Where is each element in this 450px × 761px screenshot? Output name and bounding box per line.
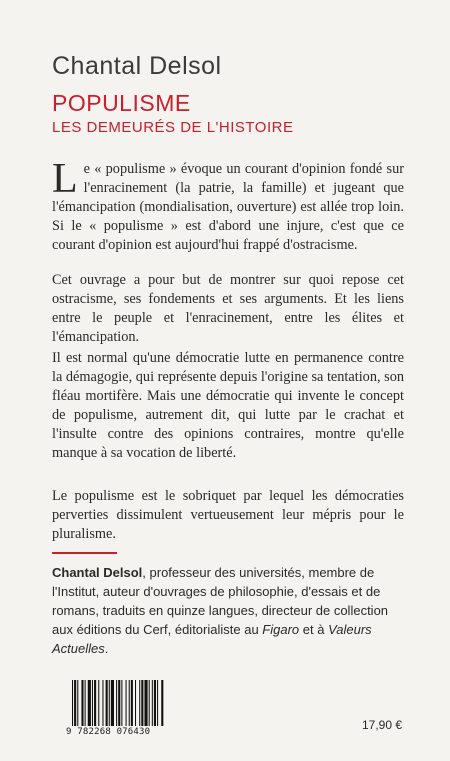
paragraph-text: e « populisme » évoque un courant d'opinion fondé sur l'enracinement (la patrie, la famille) et jugeant que l'émancipation (mondialisation, ouverture) est allée trop loin. Si le « populisme » est d'abord une injure, c'est que ce courant d'opinion est aujourd'hui frappé d'ostracisme. bbox=[52, 161, 404, 253]
blurb-paragraph-4: Le populisme est le sobriquet par lequel les démocraties perverties dissimulent vertueusement leur mépris pour le pluralisme. bbox=[52, 488, 404, 542]
bio-text-2: et à bbox=[299, 622, 329, 637]
bio-valeurs: Valeurs Actuelles bbox=[52, 622, 372, 656]
blurb-paragraph-1 bbox=[52, 156, 404, 255]
isbn-number: 9 782268 076430 bbox=[66, 727, 151, 737]
blurb-paragraph-3: Il est normal qu'une démocratie lutte en permanence contre la démagogie, qui représente depuis l'origine sa tentation, son fléau mortifère. Mais une démocratie qui invente le concept de populisme, autrement dit, qui lutte par le crachat et l'insulte contre des opinions contraires, montre qu'elle manque à sa vocation de liberté. bbox=[52, 350, 404, 461]
author-bio bbox=[52, 563, 404, 658]
bio-author-name: Chantal Delsol bbox=[52, 565, 143, 580]
bio-text-1: , professeur des universités, membre de l'Institut, auteur d'ouvrages de philosophie, d'essais et de romans, traduits en quinze langues, directeur de collection aux éditions du Cerf, éditorialiste au bbox=[52, 565, 389, 637]
author-name: Chantal Delsol bbox=[52, 52, 222, 80]
book-title: POPULISME bbox=[52, 90, 191, 116]
barcode-bars bbox=[66, 680, 192, 726]
drop-cap: L bbox=[52, 156, 78, 202]
bio-text-3: . bbox=[104, 641, 109, 656]
bio-figaro: Figaro bbox=[262, 622, 300, 637]
price-label: 17,90 € bbox=[362, 718, 403, 732]
divider-rule bbox=[52, 552, 117, 554]
blurb-paragraph-2: Cet ouvrage a pour but de montrer sur quoi repose cet ostracisme, ses fondements et ses arguments. Et les liens entre le peuple et l'enracinement, entre les élites et l'émancipation. bbox=[52, 272, 404, 345]
book-subtitle: LES DEMEURÉS DE L'HISTOIRE bbox=[52, 119, 294, 136]
